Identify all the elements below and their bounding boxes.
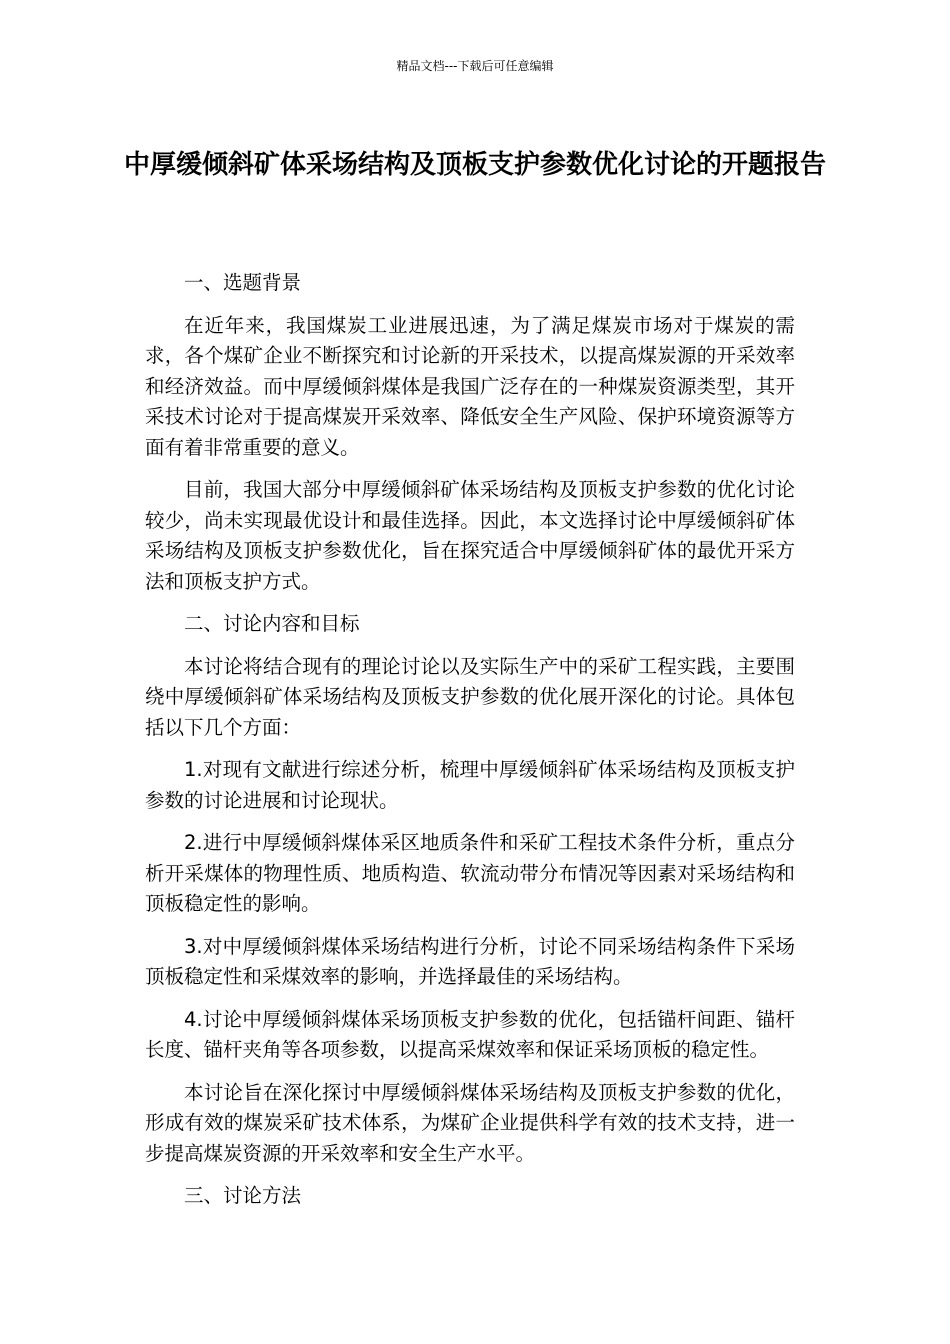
list-item: 4.讨论中厚缓倾斜煤体采场顶板支护参数的优化，包括锚杆间距、锚杆长度、锚杆夹角等各项参数，以提高采煤效率和保证采场顶板的稳定性。 — [145, 1007, 795, 1061]
section-heading-background: 一、选题背景 — [184, 271, 302, 294]
document-body — [145, 268, 795, 1224]
page-header: 精品文档---下载后可任意编辑 — [396, 59, 554, 73]
paragraph: 本讨论将结合现有的理论讨论以及实际生产中的采矿工程实践，主要围绕中厚缓倾斜矿体采场结构及顶板支护参数的优化展开深化的讨论。具体包括以下几个方面： — [145, 654, 795, 739]
paragraph: 在近年来，我国煤炭工业进展迅速，为了满足煤炭市场对于煤炭的需求，各个煤矿企业不断探究和讨论新的开采技术，以提高煤炭源的开采效率和经济效益。而中厚缓倾斜煤体是我国广泛存在的一种煤炭资源类型，其开采技术讨论对于提高煤炭开采效率、降低安全生产风险、保护环境资源等方面有着非常重要的意义。 — [145, 313, 795, 459]
paragraph: 本讨论旨在深化探讨中厚缓倾斜煤体采场结构及顶板支护参数的优化，形成有效的煤炭采矿技术体系，为煤矿企业提供科学有效的技术支持，进一步提高煤炭资源的开采效率和安全生产水平。 — [145, 1080, 795, 1165]
section-heading-methods: 三、讨论方法 — [184, 1184, 302, 1207]
paragraph: 目前，我国大部分中厚缓倾斜矿体采场结构及顶板支护参数的优化讨论较少，尚未实现最优设计和最佳选择。因此，本文选择讨论中厚缓倾斜矿体采场结构及顶板支护参数优化，旨在探究适合中厚缓倾斜矿体的最优开采方法和顶板支护方式。 — [145, 478, 795, 593]
list-item: 3.对中厚缓倾斜煤体采场结构进行分析，讨论不同采场结构条件下采场顶板稳定性和采煤效率的影响，并选择最佳的采场结构。 — [145, 934, 795, 988]
list-item: 2.进行中厚缓倾斜煤体采区地质条件和采矿工程技术条件分析，重点分析开采煤体的物理性质、地质构造、软流动带分布情况等因素对采场结构和顶板稳定性的影响。 — [145, 831, 795, 915]
section-heading-content-goals: 二、讨论内容和目标 — [184, 612, 360, 635]
list-item: 1.对现有文献进行综述分析，梳理中厚缓倾斜矿体采场结构及顶板支护参数的讨论进展和讨论现状。 — [145, 758, 795, 812]
document-title: 中厚缓倾斜矿体采场结构及顶板支护参数优化讨论的开题报告 — [123, 150, 826, 180]
